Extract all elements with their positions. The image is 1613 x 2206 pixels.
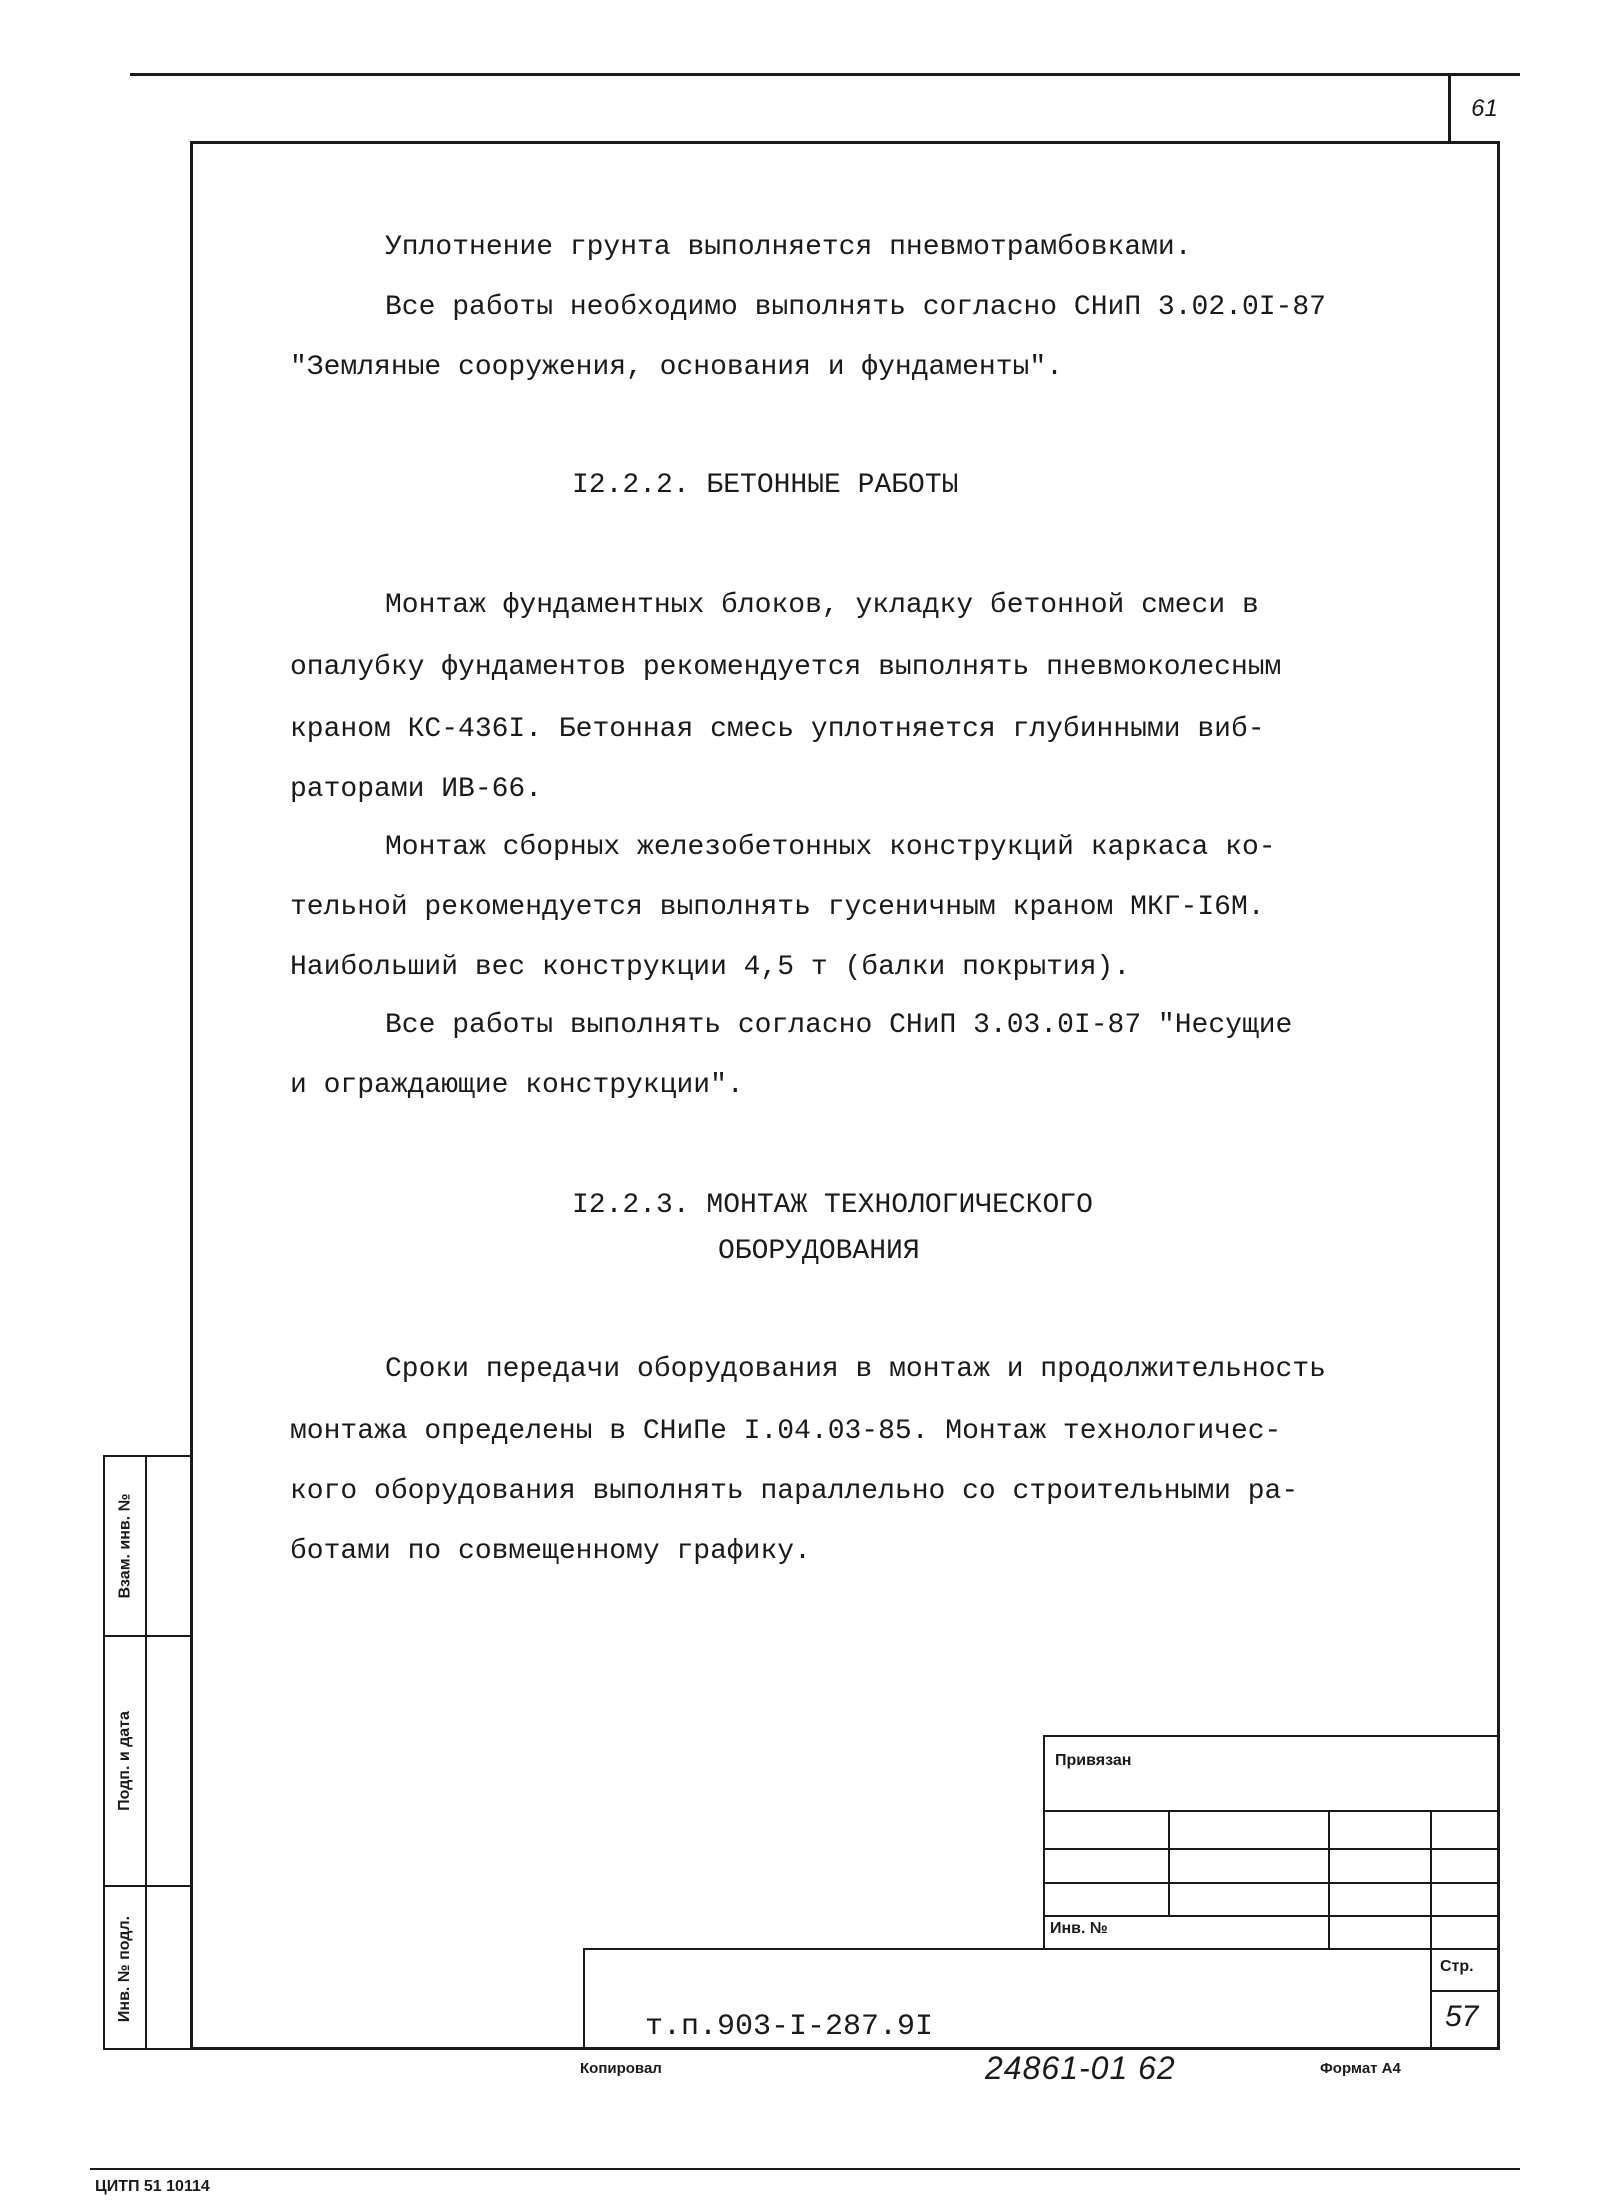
top-border-line — [130, 73, 1520, 76]
section-1-line-1: Монтаж фундаментных блоков, укладку бетонной смеси в — [385, 590, 1259, 621]
intro-line-1: Уплотнение грунта выполняется пневмотрамбовками. — [385, 232, 1192, 263]
tb-attached-top-line — [1043, 1735, 1500, 1737]
side-cell-sign-date — [105, 1635, 192, 1885]
tb-col-line-3 — [1430, 1810, 1432, 2050]
section-2-line-2: монтажа определены в СНиПе I.04.03-85. Монтаж технологичес- — [290, 1416, 1282, 1447]
tb-sheet-number: 57 — [1445, 2000, 1479, 2033]
section-1-line-5: Монтаж сборных железобетонных конструкций каркаса ко- — [385, 832, 1276, 863]
intro-line-3: "Земляные сооружения, основания и фундаменты". — [290, 352, 1063, 383]
scan-mark: ЦИТП 51 10114 — [95, 2178, 210, 2195]
section-heading-concrete: I2.2.2. БЕТОННЫЕ РАБОТЫ — [572, 470, 959, 501]
tb-main-top-line — [583, 1948, 1500, 1950]
section-1-line-3: краном КС-436I. Бетонная смесь уплотняется глубинными виб- — [290, 714, 1265, 745]
section-2-line-3: кого оборудования выполнять параллельно со строительными ра- — [290, 1476, 1299, 1507]
tb-col-line-2 — [1328, 1810, 1330, 1948]
bottom-border-line — [90, 2168, 1520, 2170]
tb-sheet-label: Стр. — [1440, 1958, 1474, 1975]
section-1-line-9: и ограждающие конструкции". — [290, 1070, 744, 1101]
footer-handwritten-number: 24861-01 62 — [985, 2050, 1176, 2086]
side-label-sign-date — [105, 1637, 147, 1885]
section-1-line-7: Наибольший вес конструкции 4,5 т (балки покрытия). — [290, 952, 1131, 983]
side-cell-orig-inv — [105, 1885, 192, 2050]
tb-document-code: т.п.903-I-287.9I — [645, 2010, 934, 2044]
tb-col-line-1 — [1168, 1810, 1170, 1915]
footer-format-label: Формат А4 — [1320, 2060, 1401, 2077]
corner-page-number-text: 61 — [1471, 94, 1498, 122]
side-cell-replaced-inv — [105, 1457, 192, 1635]
intro-line-2: Все работы необходимо выполнять согласно СНиП 3.02.0I-87 — [385, 292, 1326, 323]
side-label-orig-inv — [105, 1887, 147, 2050]
footer-copied-label: Копировал — [580, 2060, 662, 2077]
side-label-replaced-inv — [105, 1457, 147, 1635]
section-1-line-4: раторами ИВ-66. — [290, 774, 543, 805]
section-1-line-6: тельной рекомендуется выполнять гусеничным краном МКГ-I6М. — [290, 892, 1265, 923]
section-2-line-1: Сроки передачи оборудования в монтаж и продолжительность — [385, 1354, 1326, 1385]
section-2-line-4: ботами по совмещенному графику. — [290, 1536, 811, 1567]
side-label-replaced-inv-text: Взам. инв. № — [116, 1493, 134, 1599]
side-label-sign-date-text: Подп. и дата — [116, 1711, 133, 1811]
tb-inv-label: Инв. № — [1050, 1920, 1108, 1937]
tb-attached-label: Привязан — [1055, 1752, 1132, 1769]
section-1-line-2: опалубку фундаментов рекомендуется выполнять пневмоколесным — [290, 652, 1282, 683]
corner-page-number — [1448, 76, 1518, 141]
tb-main-left-line — [583, 1948, 585, 2050]
side-label-orig-inv-text: Инв. № подл. — [116, 1915, 134, 2022]
section-heading-equipment-line-2: ОБОРУДОВАНИЯ — [718, 1236, 920, 1267]
side-stamp — [103, 1455, 190, 2050]
section-heading-equipment-line-1: I2.2.3. МОНТАЖ ТЕХНОЛОГИЧЕСКОГО — [572, 1190, 1093, 1221]
section-1-line-8: Все работы выполнять согласно СНиП 3.03.0I-87 "Несущие — [385, 1010, 1293, 1041]
tb-sheet-divider — [1430, 1990, 1500, 1992]
